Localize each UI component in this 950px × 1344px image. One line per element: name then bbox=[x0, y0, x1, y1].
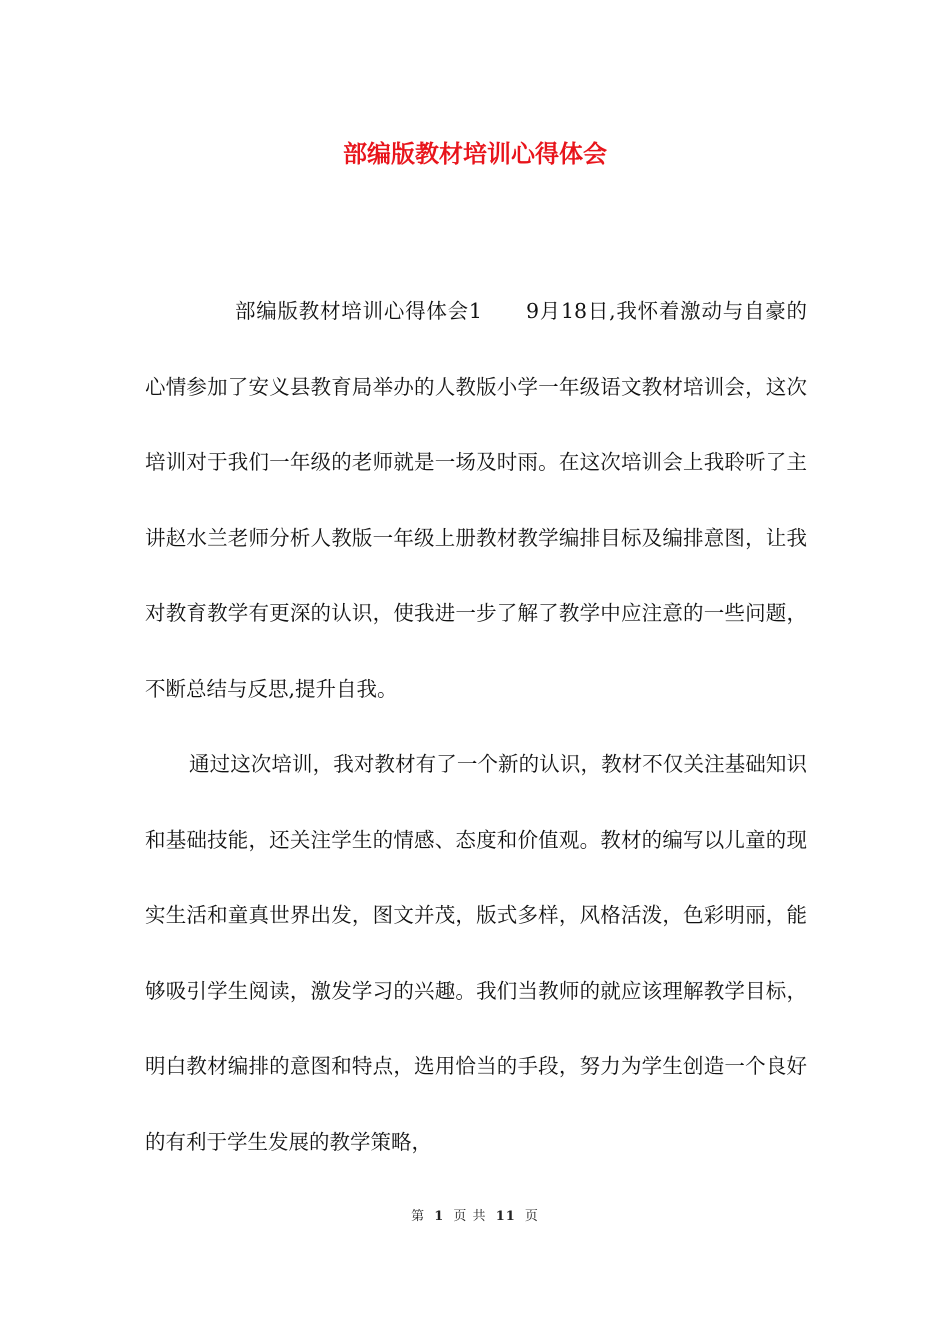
page-footer bbox=[0, 1206, 950, 1228]
paragraph-2-text: 通过这次培训，我对教材有了一个新的认识，教材不仅关注基础知识和基础技能，还关注学生的情感、态度和价值观。教材的编写以儿童的现实生活和童真世界出发，图文并茂，版式多样，风格活泼，色彩明丽，能够吸引学生阅读，激发学习的兴趣。我们当教师的就应该理解教学目标，明白教材编排的意图和特点，选用恰当的手段，努力为学生创造一个良好的有利于学生发展的教学策略， bbox=[145, 752, 807, 1154]
document-body bbox=[145, 274, 807, 1180]
footer-current-page: 1 bbox=[434, 1209, 445, 1224]
footer-middle: 页 共 bbox=[453, 1209, 487, 1224]
paragraph-1 bbox=[145, 274, 807, 727]
footer-prefix: 第 bbox=[411, 1209, 426, 1224]
document-title: 部编版教材培训心得体会 bbox=[343, 139, 607, 168]
footer-suffix: 页 bbox=[524, 1209, 539, 1224]
footer-total-pages: 11 bbox=[495, 1209, 516, 1224]
paragraph-2 bbox=[145, 727, 807, 1180]
paragraph-1-lead: 部编版教材培训心得体会1 bbox=[235, 299, 482, 323]
paragraph-1-text: 9月18日,我怀着激动与自豪的心情参加了安义县教育局举办的人教版小学一年级语文教材培训会，这次培训对于我们一年级的老师就是一场及时雨。在这次培训会上我聆听了主讲赵水兰老师分析人教版一年级上册教材教学编排目标及编排意图，让我对教育教学有更深的认识，使我进一步了解了教学中应注意的一些问题，不断总结与反思,提升自我。 bbox=[145, 299, 807, 701]
